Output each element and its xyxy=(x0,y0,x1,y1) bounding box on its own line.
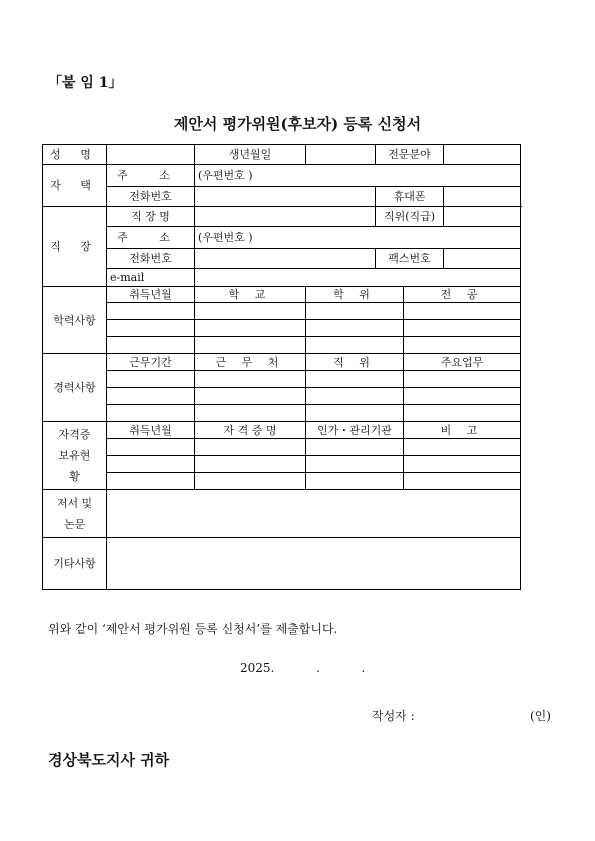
company-label: 직 장 명 xyxy=(107,207,195,227)
date-day-dot: . xyxy=(361,661,366,675)
home-phone-field[interactable] xyxy=(195,187,376,207)
certificates-row xyxy=(43,473,521,490)
certificates-row xyxy=(43,439,521,456)
email-field[interactable] xyxy=(195,269,521,287)
email-label: e-mail xyxy=(107,269,195,287)
annex-label: 「붙 임 1」 xyxy=(48,75,123,91)
education-header-date: 취득년월 xyxy=(107,287,195,303)
position-label: 직위(직급) xyxy=(376,207,444,227)
home-label: 자 택 xyxy=(43,165,107,207)
education-label: 학력사항 xyxy=(43,287,107,354)
home-phone-label: 전화번호 xyxy=(107,187,195,207)
seal-label: (인) xyxy=(530,709,551,723)
date-month-dot: . xyxy=(316,661,320,675)
certificates-header-notes: 비 고 xyxy=(404,422,521,439)
certificates-header-name: 자 격 증 명 xyxy=(195,422,306,439)
home-address-label: 주 소 xyxy=(107,165,195,187)
education-header-major: 전 공 xyxy=(404,287,521,303)
date-line xyxy=(240,661,365,675)
career-label: 경력사항 xyxy=(43,354,107,422)
birth-field[interactable] xyxy=(306,145,376,165)
company-field[interactable] xyxy=(195,207,376,227)
career-row xyxy=(43,388,521,405)
writer-label: 작성자 : xyxy=(372,709,415,723)
position-field[interactable] xyxy=(444,207,521,227)
fax-field[interactable] xyxy=(444,249,521,269)
mobile-label: 휴대폰 xyxy=(376,187,444,207)
education-row xyxy=(43,337,521,354)
certificates-label: 자격증 보유현황 xyxy=(43,422,107,490)
publications-field[interactable] xyxy=(107,490,521,538)
publications-label: 저서 및 논문 xyxy=(43,490,107,538)
work-address-field[interactable]: (우편번호 ) xyxy=(195,227,521,249)
recipient: 경상북도지사 귀하 xyxy=(48,751,170,769)
work-phone-field[interactable] xyxy=(195,249,376,269)
career-row xyxy=(43,371,521,388)
name-field[interactable] xyxy=(107,145,195,165)
education-header-school: 학 교 xyxy=(195,287,306,303)
field-value[interactable] xyxy=(444,145,521,165)
career-header-workplace: 근 무 처 xyxy=(195,354,306,371)
certificates-header-date: 취득년월 xyxy=(107,422,195,439)
career-header-period: 근무기간 xyxy=(107,354,195,371)
career-header-duties: 주요업무 xyxy=(404,354,521,371)
etc-field[interactable] xyxy=(107,538,521,590)
certificates-row xyxy=(43,456,521,473)
field-label: 전문분야 xyxy=(376,145,444,165)
birth-label: 생년월일 xyxy=(195,145,306,165)
application-form-table xyxy=(42,144,521,590)
certificates-header-authority: 인가・관리기관 xyxy=(306,422,404,439)
work-phone-label: 전화번호 xyxy=(107,249,195,269)
education-row xyxy=(43,303,521,320)
career-header-position: 직 위 xyxy=(306,354,404,371)
form-title: 제안서 평가위원(후보자) 등록 신청서 xyxy=(173,115,422,133)
education-row xyxy=(43,320,521,337)
etc-label: 기타사항 xyxy=(43,538,107,590)
mobile-field[interactable] xyxy=(444,187,521,207)
work-address-label: 주 소 xyxy=(107,227,195,249)
submission-statement: 위와 같이 ‘제안서 평가위원 등록 신청서’를 제출합니다. xyxy=(48,622,338,636)
name-label: 성 명 xyxy=(43,145,107,165)
career-row xyxy=(43,405,521,422)
date-year: 2025. xyxy=(240,661,275,675)
fax-label: 팩스번호 xyxy=(376,249,444,269)
work-label: 직 장 xyxy=(43,207,107,287)
home-address-field[interactable]: (우편번호 ) xyxy=(195,165,521,187)
education-header-degree: 학 위 xyxy=(306,287,404,303)
